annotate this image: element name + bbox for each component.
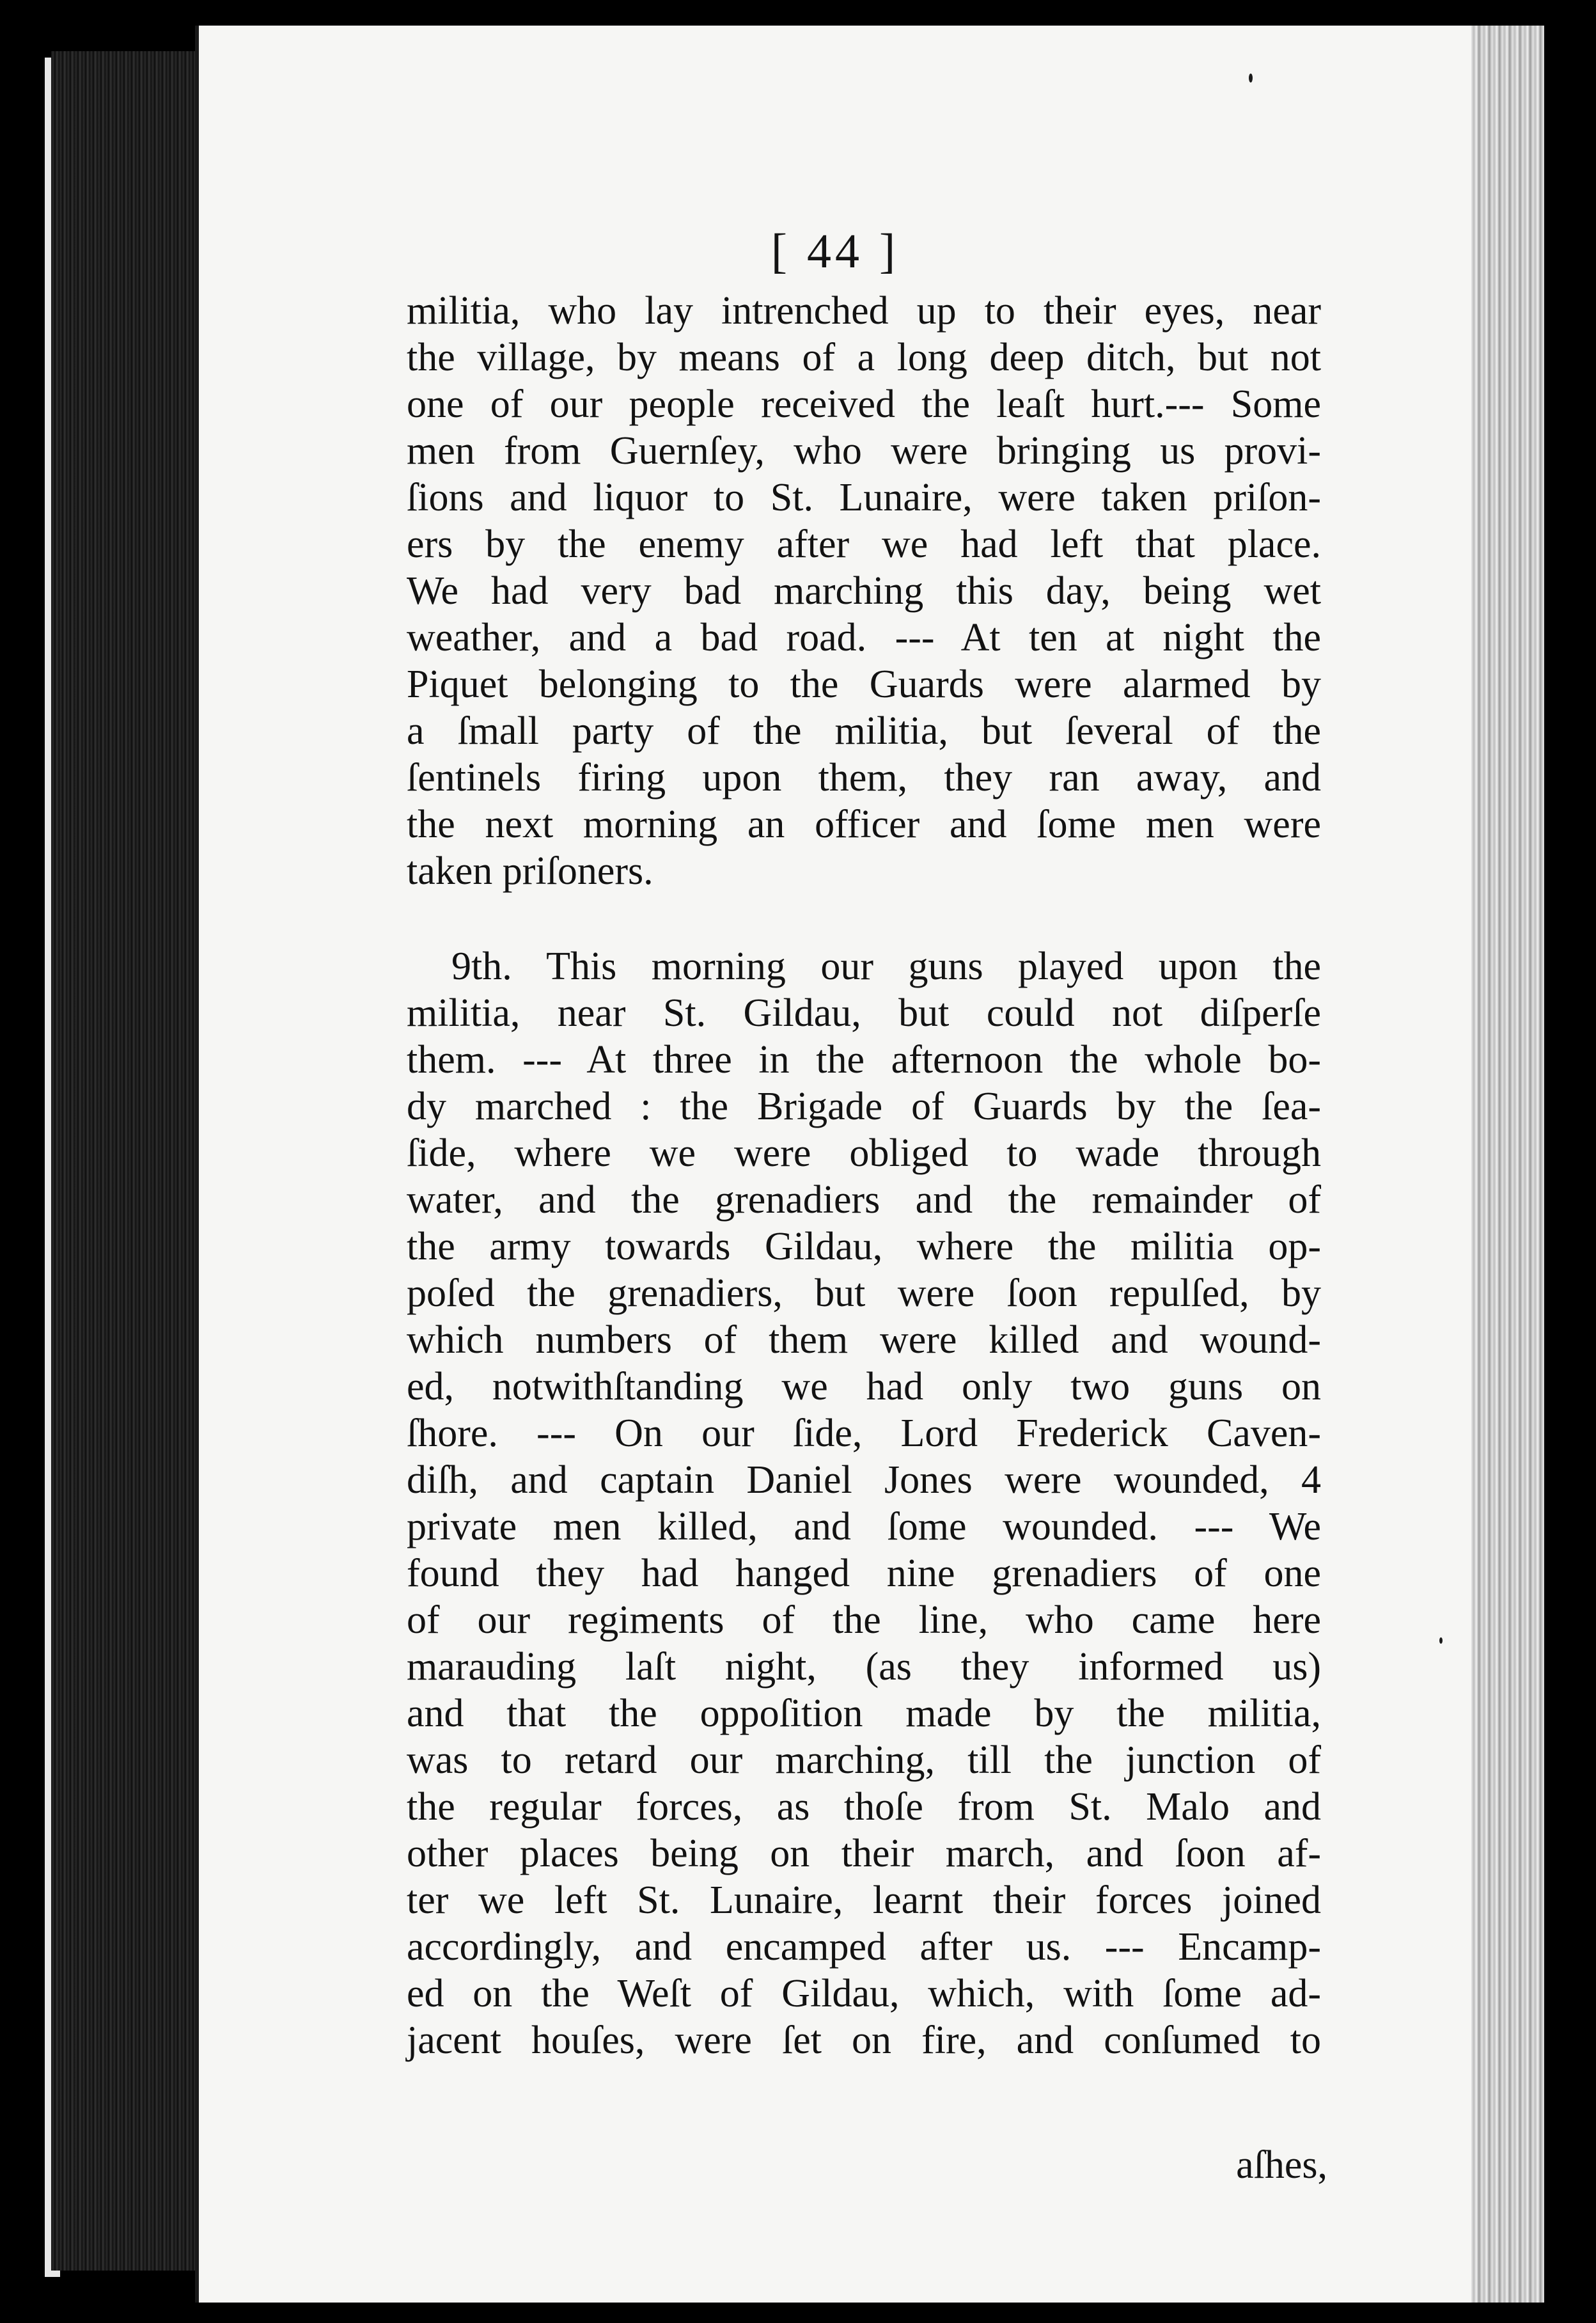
text-line: militia, near St. Gildau, but could not diſperſe [407,991,1321,1035]
text-line: the army towards Gildau, where the militia op- [407,1225,1321,1268]
text-line: ſentinels firing upon them, they ran away, and [407,756,1321,799]
text-line: diſh, and captain Daniel Jones were wounded, 4 [407,1458,1321,1502]
text-line: We had very bad marching this day, being wet [407,569,1321,613]
paragraph-2 [407,943,1321,2064]
text-line: them. --- At three in the afternoon the whole bo- [407,1038,1321,1082]
page-number: [ 44 ] [771,224,900,278]
paragraph-1 [407,288,1321,895]
text-line: private men killed, and ſome wounded. --- We [407,1505,1321,1548]
ink-speck [1439,1637,1443,1644]
text-line: ed on the Weſt of Gildau, which, with ſome ad- [407,1972,1321,2015]
text-line: one of our people received the leaſt hurt.--- Some [407,382,1321,426]
text-line: and that the oppoſition made by the militia, [407,1692,1321,1735]
book-page [195,26,1471,2303]
text-line: marauding laſt night, (as they informed us) [407,1645,1321,1689]
text-line: militia, who lay intrenched up to their eyes, near [407,289,1321,333]
text-line: jacent houſes, were ſet on fire, and conſumed to [407,2019,1321,2062]
text-line: a ſmall party of the militia, but ſeveral of the [407,709,1321,753]
text-line: ers by the enemy after we had left that place. [407,523,1321,566]
ink-speck [1249,74,1253,83]
text-line: the regular forces, as thoſe from St. Malo and [407,1785,1321,1829]
page-stack-right [1461,26,1544,2303]
text-line: of our regiments of the line, who came here [407,1598,1321,1642]
text-line: ſhore. --- On our ſide, Lord Frederick Caven- [407,1412,1321,1455]
text-line: the next morning an officer and ſome men were [407,803,1321,846]
text-line: men from Guernſey, who were bringing us provi- [407,429,1321,473]
text-line: found they had hanged nine grenadiers of one [407,1552,1321,1595]
text-line: taken priſoners. [407,849,653,893]
catchword: aſhes, [1236,2143,1327,2187]
text-line: weather, and a bad road. --- At ten at night the [407,616,1321,659]
binding-edge-left [51,51,198,2271]
text-line: ſide, where we were obliged to wade through [407,1131,1321,1175]
text-line: was to retard our marching, till the junction of [407,1738,1321,1782]
text-line: other places being on their march, and ſoon af- [407,1832,1321,1875]
text-line: ter we left St. Lunaire, learnt their forces joined [407,1878,1321,1922]
text-line: ſions and liquor to St. Lunaire, were taken priſon- [407,476,1321,519]
body-text [407,288,1321,2064]
text-line: the village, by means of a long deep ditch, but not [407,336,1321,379]
text-line: accordingly, and encamped after us. --- Encamp- [407,1925,1321,1969]
text-line: 9th. This morning our guns played upon the [451,945,1321,988]
text-line: Piquet belonging to the Guards were alarmed by [407,663,1321,706]
text-line: dy marched : the Brigade of Guards by the ſea- [407,1085,1321,1128]
text-line: water, and the grenadiers and the remainder of [407,1178,1321,1222]
text-line: poſed the grenadiers, but were ſoon repulſed, by [407,1272,1321,1315]
text-line: which numbers of them were killed and wound- [407,1318,1321,1362]
text-line: ed, notwithſtanding we had only two guns on [407,1365,1321,1408]
